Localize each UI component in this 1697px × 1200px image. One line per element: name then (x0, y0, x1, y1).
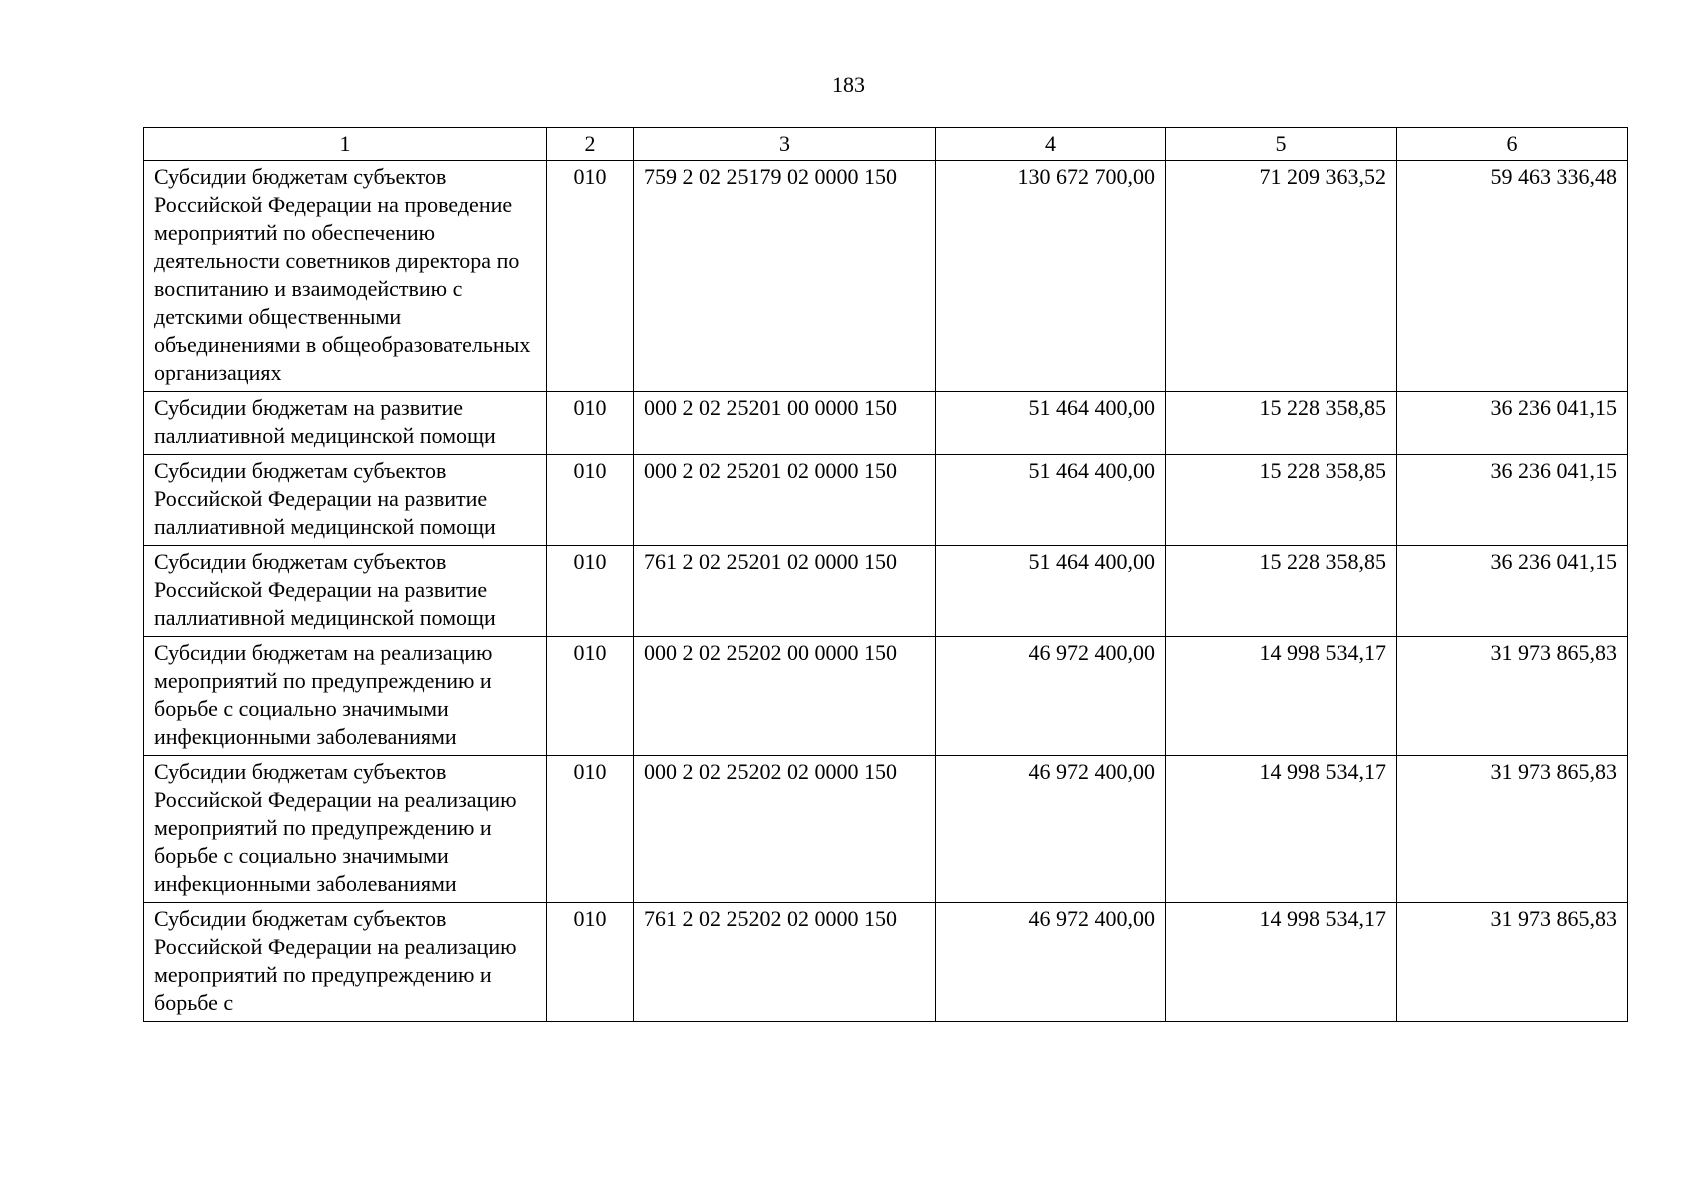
cell-name: Субсидии бюджетам на развитие паллиативной медицинской помощи (144, 392, 547, 455)
cell-approved: 51 464 400,00 (936, 546, 1166, 637)
column-header: 4 (936, 128, 1166, 161)
cell-line-code: 010 (547, 455, 634, 546)
cell-executed: 14 998 534,17 (1166, 903, 1397, 1022)
table-row (144, 903, 1628, 1022)
cell-budget-code: 759 2 02 25179 02 0000 150 (634, 161, 936, 392)
page-number: 183 (832, 72, 865, 97)
cell-name: Субсидии бюджетам субъектов Российской Федерации на проведение мероприятий по обеспечению деятельности советников директора по воспитанию и взаимодействию с детскими общественными объединениями в общеобразовательных организациях (144, 161, 547, 392)
cell-line-code: 010 (547, 756, 634, 903)
cell-line-code: 010 (547, 903, 634, 1022)
cell-name: Субсидии бюджетам субъектов Российской Федерации на развитие паллиативной медицинской помощи (144, 546, 547, 637)
cell-unexecuted: 31 973 865,83 (1397, 637, 1628, 756)
column-header: 5 (1166, 128, 1397, 161)
cell-unexecuted: 36 236 041,15 (1397, 392, 1628, 455)
table-row (144, 392, 1628, 455)
cell-approved: 51 464 400,00 (936, 455, 1166, 546)
cell-approved: 46 972 400,00 (936, 903, 1166, 1022)
cell-approved: 130 672 700,00 (936, 161, 1166, 392)
cell-unexecuted: 59 463 336,48 (1397, 161, 1628, 392)
budget-table (143, 127, 1628, 1022)
cell-budget-code: 000 2 02 25201 02 0000 150 (634, 455, 936, 546)
cell-executed: 15 228 358,85 (1166, 455, 1397, 546)
table-header-row (144, 128, 1628, 161)
cell-unexecuted: 31 973 865,83 (1397, 756, 1628, 903)
table-row (144, 161, 1628, 392)
column-header: 3 (634, 128, 936, 161)
table-row (144, 546, 1628, 637)
cell-executed: 14 998 534,17 (1166, 756, 1397, 903)
cell-approved: 46 972 400,00 (936, 756, 1166, 903)
cell-line-code: 010 (547, 546, 634, 637)
cell-budget-code: 000 2 02 25202 02 0000 150 (634, 756, 936, 903)
cell-unexecuted: 31 973 865,83 (1397, 903, 1628, 1022)
cell-executed: 71 209 363,52 (1166, 161, 1397, 392)
cell-executed: 15 228 358,85 (1166, 392, 1397, 455)
cell-approved: 46 972 400,00 (936, 637, 1166, 756)
cell-name: Субсидии бюджетам субъектов Российской Федерации на развитие паллиативной медицинской помощи (144, 455, 547, 546)
cell-executed: 15 228 358,85 (1166, 546, 1397, 637)
cell-name: Субсидии бюджетам субъектов Российской Федерации на реализацию мероприятий по предупреждению и борьбе с (144, 903, 547, 1022)
column-header: 1 (144, 128, 547, 161)
cell-unexecuted: 36 236 041,15 (1397, 455, 1628, 546)
cell-approved: 51 464 400,00 (936, 392, 1166, 455)
cell-budget-code: 761 2 02 25201 02 0000 150 (634, 546, 936, 637)
column-header: 6 (1397, 128, 1628, 161)
cell-executed: 14 998 534,17 (1166, 637, 1397, 756)
cell-line-code: 010 (547, 637, 634, 756)
cell-name: Субсидии бюджетам субъектов Российской Федерации на реализацию мероприятий по предупреждению и борьбе с социально значимыми инфекционными заболеваниями (144, 756, 547, 903)
cell-budget-code: 761 2 02 25202 02 0000 150 (634, 903, 936, 1022)
table-row (144, 637, 1628, 756)
table-row (144, 455, 1628, 546)
cell-budget-code: 000 2 02 25202 00 0000 150 (634, 637, 936, 756)
cell-line-code: 010 (547, 161, 634, 392)
cell-line-code: 010 (547, 392, 634, 455)
column-header: 2 (547, 128, 634, 161)
table-row (144, 756, 1628, 903)
cell-budget-code: 000 2 02 25201 00 0000 150 (634, 392, 936, 455)
cell-name: Субсидии бюджетам на реализацию мероприятий по предупреждению и борьбе с социально значимыми инфекционными заболеваниями (144, 637, 547, 756)
cell-unexecuted: 36 236 041,15 (1397, 546, 1628, 637)
